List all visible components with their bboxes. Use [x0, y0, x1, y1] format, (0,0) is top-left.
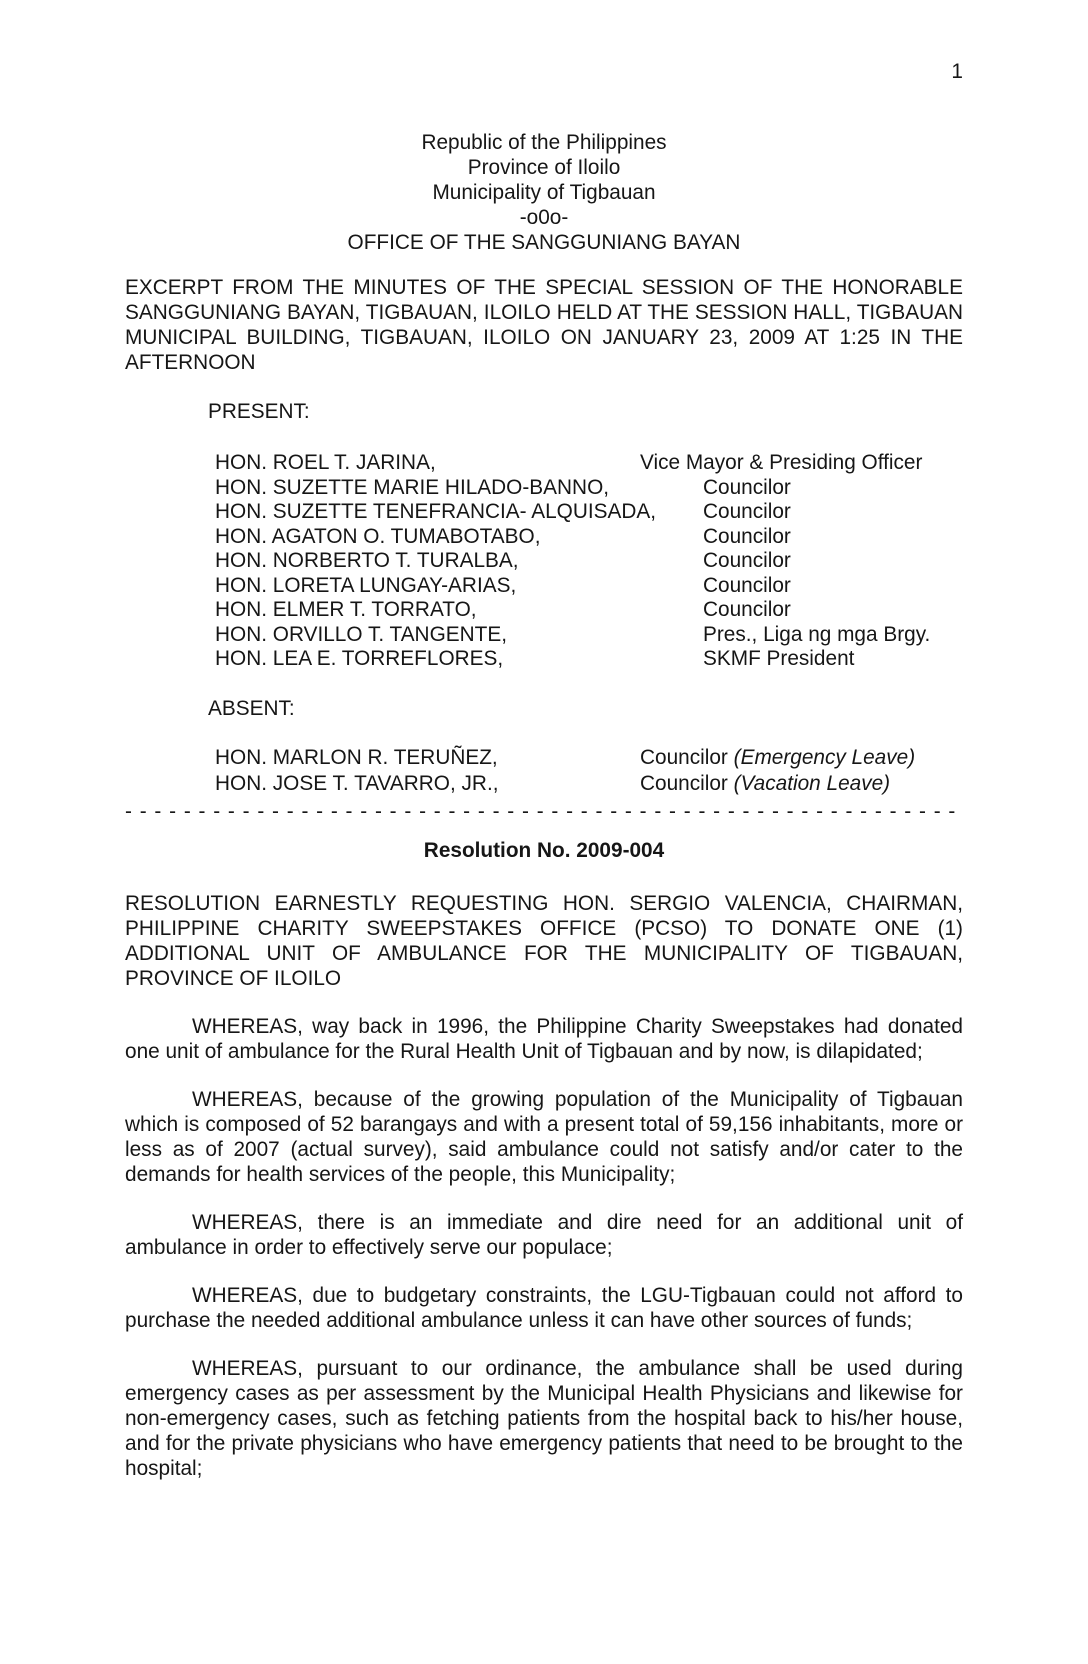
dashed-separator: - - - - - - - - - - - - - - - - - - - - - - - - - - - - - - - - - - - - - - - - - - - - - - - - - - - - - - - - -: [125, 801, 957, 822]
whereas-paragraph-5: WHEREAS, pursuant to our ordinance, the ambulance shall be used during emergency cases as per assessment by the Municipal Health Physicians and likewise for non-emergency cases, such as fetching patients from the hospital back to his/her house, and for the private physicians who have emergency patients that need to be brought to the hospital;: [125, 1356, 963, 1480]
resolution-number: Resolution No. 2009-004: [423, 838, 665, 862]
page-number: 1: [951, 60, 963, 83]
attendee-row: [125, 451, 963, 476]
header-line-office: OFFICE OF THE SANGGUNIANG BAYAN: [347, 231, 741, 254]
absent-label: ABSENT:: [208, 696, 295, 720]
attendee-name: HON. ROEL T. JARINA,: [215, 451, 436, 474]
whereas-paragraph-4: WHEREAS, due to budgetary constraints, the LGU-Tigbauan could not afford to purchase the needed additional ambulance unless it can have other sources of funds;: [125, 1283, 963, 1332]
attendee-role: [640, 745, 915, 771]
session-excerpt-paragraph: EXCERPT FROM THE MINUTES OF THE SPECIAL SESSION OF THE HONORABLE SANGGUNIANG BAYAN, TIGBAUAN, ILOILO HELD AT THE SESSION HALL, TIGBAUAN MUNICIPAL BUILDING, TIGBAUAN, ILOILO ON JANUARY 23, 2009 AT 1:25 IN THE AFTERNOON: [125, 276, 963, 374]
attendee-row: [125, 623, 963, 648]
attendee-row: [125, 500, 963, 525]
present-list: [125, 451, 963, 672]
attendee-row: [125, 771, 963, 797]
attendee-name: HON. ORVILLO T. TANGENTE,: [215, 622, 507, 646]
whereas-paragraph-2: WHEREAS, because of the growing population of the Municipality of Tigbauan which is composed of 52 barangays and with a present total of 59,156 inhabitants, more or less as of 2007 (actual survey), said ambulance could not satisfy and/or cater to the demands for health services of the people, this Municipality;: [125, 1087, 963, 1186]
attendee-name: HON. SUZETTE MARIE HILADO-BANNO,: [215, 475, 610, 499]
whereas-paragraph-3: WHEREAS, there is an immediate and dire need for an additional unit of ambulance in order to effectively serve our populace;: [125, 1210, 963, 1259]
attendee-name: HON. LORETA LUNGAY-ARIAS,: [215, 573, 517, 597]
attendee-role-title: Councilor: [640, 771, 728, 795]
attendee-name: HON. ELMER T. TORRATO,: [215, 598, 477, 621]
attendee-row: [125, 476, 963, 501]
attendee-row: [125, 574, 963, 599]
header-line-republic: Republic of the Philippines: [421, 131, 667, 154]
attendee-role: Councilor: [703, 549, 791, 572]
resolution-title-paragraph: RESOLUTION EARNESTLY REQUESTING HON. SERGIO VALENCIA, CHAIRMAN, PHILIPPINE CHARITY SWEEPSTAKES OFFICE (PCSO) TO DONATE ONE (1) ADDITIONAL UNIT OF AMBULANCE FOR THE MUNICIPALITY OF TIGBAUAN, PROVINCE OF ILOILO: [125, 891, 963, 990]
whereas-paragraph-1: WHEREAS, way back in 1996, the Philippine Charity Sweepstakes had donated one unit of ambulance for the Rural Health Unit of Tigbauan and by now, is dilapidated;: [125, 1014, 963, 1063]
attendee-name: HON. LEA E. TORREFLORES,: [215, 647, 504, 670]
attendee-role: [640, 771, 890, 797]
attendee-name: HON. AGATON O. TUMABOTABO,: [215, 524, 541, 548]
document-header: [125, 130, 963, 255]
attendee-row: [125, 647, 963, 672]
attendee-row: [125, 525, 963, 550]
absent-list: [125, 745, 963, 797]
attendee-leave-note: (Emergency Leave): [733, 745, 916, 769]
attendee-name: HON. JOSE T. TAVARRO, JR.,: [215, 771, 499, 795]
header-line-province: Province of Iloilo: [467, 156, 621, 179]
attendee-role: Councilor: [703, 524, 791, 548]
attendee-role: Councilor: [703, 475, 791, 499]
attendee-name: HON. MARLON R. TERUÑEZ,: [215, 745, 498, 769]
attendee-leave-note: (Vacation Leave): [733, 771, 891, 795]
attendee-role: Councilor: [703, 598, 791, 621]
attendee-role: Pres., Liga ng mga Brgy.: [703, 622, 931, 646]
header-line-o0o: -o0o-: [519, 206, 569, 229]
attendee-name: HON. NORBERTO T. TURALBA,: [215, 549, 519, 572]
attendee-name: HON. SUZETTE TENEFRANCIA- ALQUISADA,: [215, 500, 657, 523]
attendee-role: Councilor: [703, 573, 791, 597]
attendee-row: [125, 598, 963, 623]
attendee-row: [125, 549, 963, 574]
attendee-role: Vice Mayor & Presiding Officer: [640, 451, 923, 474]
attendee-row: [125, 745, 963, 771]
present-label: PRESENT:: [208, 400, 310, 423]
attendee-role-title: Councilor: [640, 745, 728, 769]
attendee-role: SKMF President: [703, 647, 855, 670]
header-line-municipality: Municipality of Tigbauan: [432, 181, 656, 204]
attendee-role: Councilor: [703, 500, 791, 523]
